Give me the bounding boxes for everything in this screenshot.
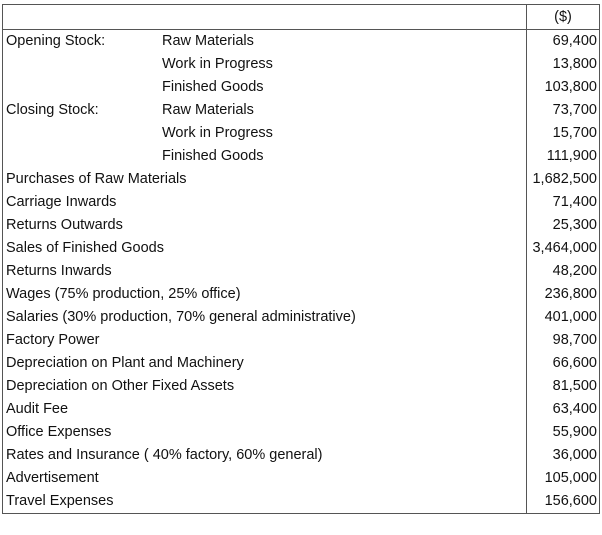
value-cell: 69,400 (527, 30, 600, 54)
value-cell: 111,900 (527, 145, 600, 168)
label-cell: Office Expenses (3, 421, 527, 444)
table-row (3, 214, 600, 237)
item-label: Finished Goods (162, 79, 264, 95)
table-row (3, 444, 600, 467)
opening-stock-label: Opening Stock: (6, 33, 106, 49)
header-row (3, 5, 600, 30)
table-row (3, 467, 600, 490)
label-cell: Depreciation on Plant and Machinery (3, 352, 527, 375)
value-cell: 55,900 (527, 421, 600, 444)
table-row (3, 168, 600, 191)
value-cell: 105,000 (527, 467, 600, 490)
value-cell: 25,300 (527, 214, 600, 237)
label-cell (3, 145, 527, 168)
table-row (3, 352, 600, 375)
label-cell (3, 99, 527, 122)
value-cell: 98,700 (527, 329, 600, 352)
value-cell: 48,200 (527, 260, 600, 283)
value-cell: 36,000 (527, 444, 600, 467)
table-row (3, 490, 600, 514)
cost-data-table (2, 4, 600, 514)
label-cell (3, 122, 527, 145)
closing-stock-label: Closing Stock: (6, 102, 99, 118)
table-row (3, 260, 600, 283)
item-label: Raw Materials (162, 33, 254, 49)
table-row (3, 375, 600, 398)
label-cell: Rates and Insurance ( 40% factory, 60% general) (3, 444, 527, 467)
value-cell: 3,464,000 (527, 237, 600, 260)
value-cell: 71,400 (527, 191, 600, 214)
label-cell: Sales of Finished Goods (3, 237, 527, 260)
table-row (3, 237, 600, 260)
value-cell: 156,600 (527, 490, 600, 514)
label-cell: Depreciation on Other Fixed Assets (3, 375, 527, 398)
item-label: Finished Goods (162, 148, 264, 164)
unit-header: ($) (527, 5, 600, 30)
value-cell: 15,700 (527, 122, 600, 145)
table-row (3, 99, 600, 122)
table-row (3, 421, 600, 444)
table-row (3, 191, 600, 214)
item-label: Raw Materials (162, 102, 254, 118)
table-row (3, 283, 600, 306)
label-cell: Carriage Inwards (3, 191, 527, 214)
item-label: Work in Progress (162, 56, 273, 72)
table-row (3, 329, 600, 352)
value-cell: 103,800 (527, 76, 600, 99)
value-cell: 73,700 (527, 99, 600, 122)
label-cell (3, 30, 527, 54)
label-cell (3, 53, 527, 76)
label-cell: Purchases of Raw Materials (3, 168, 527, 191)
table-row (3, 53, 600, 76)
label-cell: Salaries (30% production, 70% general administrative) (3, 306, 527, 329)
value-cell: 401,000 (527, 306, 600, 329)
label-cell: Factory Power (3, 329, 527, 352)
table-row (3, 76, 600, 99)
table-row (3, 306, 600, 329)
table-row (3, 30, 600, 54)
value-cell: 66,600 (527, 352, 600, 375)
value-cell: 1,682,500 (527, 168, 600, 191)
value-cell: 13,800 (527, 53, 600, 76)
value-cell: 236,800 (527, 283, 600, 306)
table-row (3, 145, 600, 168)
header-label-cell (3, 5, 527, 30)
label-cell: Wages (75% production, 25% office) (3, 283, 527, 306)
item-label: Work in Progress (162, 125, 273, 141)
value-cell: 63,400 (527, 398, 600, 421)
label-cell: Travel Expenses (3, 490, 527, 514)
table-row (3, 398, 600, 421)
label-cell: Advertisement (3, 467, 527, 490)
label-cell: Returns Outwards (3, 214, 527, 237)
label-cell: Audit Fee (3, 398, 527, 421)
label-cell: Returns Inwards (3, 260, 527, 283)
value-cell: 81,500 (527, 375, 600, 398)
table-row (3, 122, 600, 145)
label-cell (3, 76, 527, 99)
